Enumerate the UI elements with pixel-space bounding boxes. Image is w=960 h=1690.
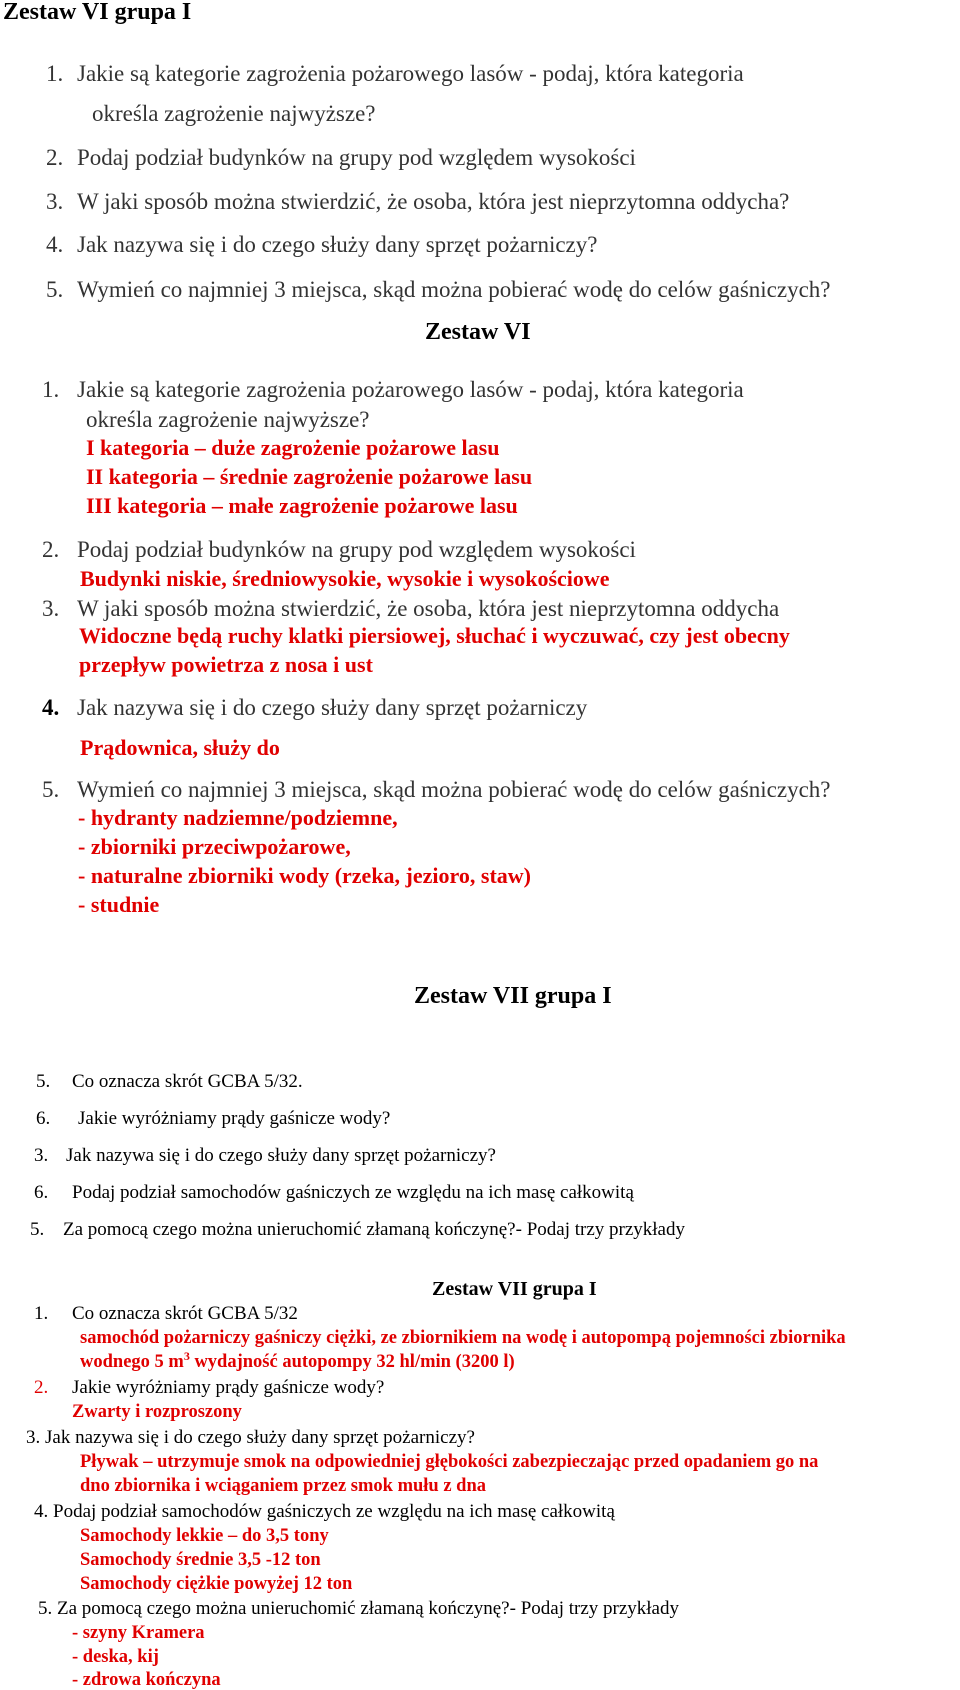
s2-q3-text: W jaki sposób można stwierdzić, że osoba, która jest nieprzytomna oddycha (77, 596, 780, 621)
s4-a5-line: - deska, kij (72, 1647, 159, 1667)
s2-a2-text: Budynki niskie, średniowysokie, wysokie i wysokościowe (80, 566, 610, 591)
s4-q3-text: 3. Jak nazywa się i do czego służy dany sprzęt pożarniczy? (26, 1427, 475, 1448)
s3-item-text: Podaj podział samochodów gaśniczych ze względu na ich masę całkowitą (72, 1182, 634, 1203)
s2-q1-text-cont: określa zagrożenie najwyższe? (86, 407, 370, 432)
s3-item-text: Jakie wyróżniamy prądy gaśnicze wody? (78, 1108, 391, 1129)
s1-q4-text: Jak nazywa się i do czego służy dany sprzęt pożarniczy? (77, 232, 598, 257)
s4-a2-text: Zwarty i rozproszony (72, 1402, 242, 1422)
s2-a5-line: - studnie (78, 892, 160, 917)
s2-q1-text: Jakie są kategorie zagrożenia pożarowego lasów - podaj, która kategoria (77, 377, 744, 402)
s4-q4-text: 4. Podaj podział samochodów gaśniczych ze względu na ich masę całkowitą (34, 1501, 615, 1522)
s2-a4-text: Prądownica, służy do (80, 735, 280, 760)
s1-q1-number: 1. (46, 61, 64, 86)
s4-a1-line2: wodnego 5 $m^3$ wydajność autopompy 32 hl/min (3200 l) (80, 1348, 515, 1372)
s2-a3-line: przepływ powietrza z nosa i ust (79, 652, 373, 677)
s4-a3-line: dno zbiornika i wciąganiem przez smok mułu z dna (80, 1476, 486, 1496)
s2-a1-line: III kategoria – małe zagrożenie pożarowe lasu (86, 493, 518, 518)
s1-q1-text-cont: określa zagrożenie najwyższe? (92, 101, 376, 126)
s4-a5-line: - zdrowa kończyna (72, 1670, 221, 1690)
s2-a1-line: I kategoria – duże zagrożenie pożarowe lasu (86, 435, 500, 460)
s3-item-text: Za pomocą czego można unieruchomić złamaną kończynę?- Podaj trzy przykłady (63, 1219, 685, 1240)
section2-title: Zestaw VI (425, 319, 531, 345)
s3-item-text: Jak nazywa się i do czego służy dany sprzęt pożarniczy? (66, 1145, 496, 1166)
s1-q2-text: Podaj podział budynków na grupy pod względem wysokości (77, 145, 636, 170)
s2-q2-number: 2. (42, 537, 60, 562)
s1-q5-text: Wymień co najmniej 3 miejsca, skąd można pobierać wodę do celów gaśniczych? (77, 277, 831, 302)
s3-item-number: 5. (30, 1219, 45, 1240)
s2-a3-line: Widoczne będą ruchy klatki piersiowej, słuchać i wyczuwać, czy jest obecny (79, 623, 790, 648)
s3-item-text: Co oznacza skrót GCBA 5/32. (72, 1071, 303, 1092)
s2-q4-number: 4. (42, 695, 60, 720)
s4-q2-number: 2. (34, 1377, 49, 1398)
s2-a5-line: - hydranty nadziemne/podziemne, (78, 805, 398, 830)
s4-q5-text: 5. Za pomocą czego można unieruchomić złamaną kończynę?- Podaj trzy przykłady (38, 1598, 679, 1619)
s3-item-number: 6. (34, 1182, 49, 1203)
s2-q2-text: Podaj podział budynków na grupy pod względem wysokości (77, 537, 636, 562)
section1-title: Zestaw VI grupa I (3, 0, 192, 25)
section4-title: Zestaw VII grupa I (432, 1278, 597, 1300)
s4-a4-line: Samochody lekkie – do 3,5 tony (80, 1526, 329, 1546)
s4-a4-line: Samochody ciężkie powyżej 12 ton (80, 1574, 353, 1594)
s4-a1-line1: samochód pożarniczy gaśniczy ciężki, ze zbiornikiem na wodę i autopompą pojemności zbiornika (80, 1328, 846, 1348)
s2-a5-line: - naturalne zbiorniki wody (rzeka, jezioro, staw) (78, 863, 531, 888)
s2-q5-text: Wymień co najmniej 3 miejsca, skąd można pobierać wodę do celów gaśniczych? (77, 777, 831, 802)
s4-a3-line: Pływak – utrzymuje smok na odpowiedniej głębokości zabezpieczając przed opadaniem go na (80, 1452, 819, 1472)
s2-a1-line: II kategoria – średnie zagrożenie pożarowe lasu (86, 464, 533, 489)
s1-q5-number: 5. (46, 277, 64, 302)
s4-q1-number: 1. (34, 1303, 49, 1324)
s1-q4-number: 4. (46, 232, 64, 257)
s1-q3-text: W jaki sposób można stwierdzić, że osoba, która jest nieprzytomna oddycha? (77, 189, 790, 214)
s3-item-number: 5. (36, 1071, 51, 1092)
section3-title: Zestaw VII grupa I (414, 983, 612, 1009)
s4-q2-text: Jakie wyróżniamy prądy gaśnicze wody? (72, 1377, 385, 1398)
s2-q1-number: 1. (42, 377, 60, 402)
s4-q1-text: Co oznacza skrót GCBA 5/32 (72, 1303, 298, 1324)
s1-q3-number: 3. (46, 189, 64, 214)
s3-item-number: 6. (36, 1108, 51, 1129)
s2-q5-number: 5. (42, 777, 60, 802)
s3-item-number: 3. (34, 1145, 49, 1166)
s1-q1-text: Jakie są kategorie zagrożenia pożarowego lasów - podaj, która kategoria (77, 61, 744, 86)
s1-q2-number: 2. (46, 145, 64, 170)
s4-a5-line: - szyny Kramera (72, 1623, 205, 1643)
s2-q3-number: 3. (42, 596, 60, 621)
s2-q4-text: Jak nazywa się i do czego służy dany sprzęt pożarniczy (77, 695, 588, 720)
s2-a5-line: - zbiorniki przeciwpożarowe, (78, 834, 351, 859)
s4-a4-line: Samochody średnie 3,5 -12 ton (80, 1550, 321, 1570)
